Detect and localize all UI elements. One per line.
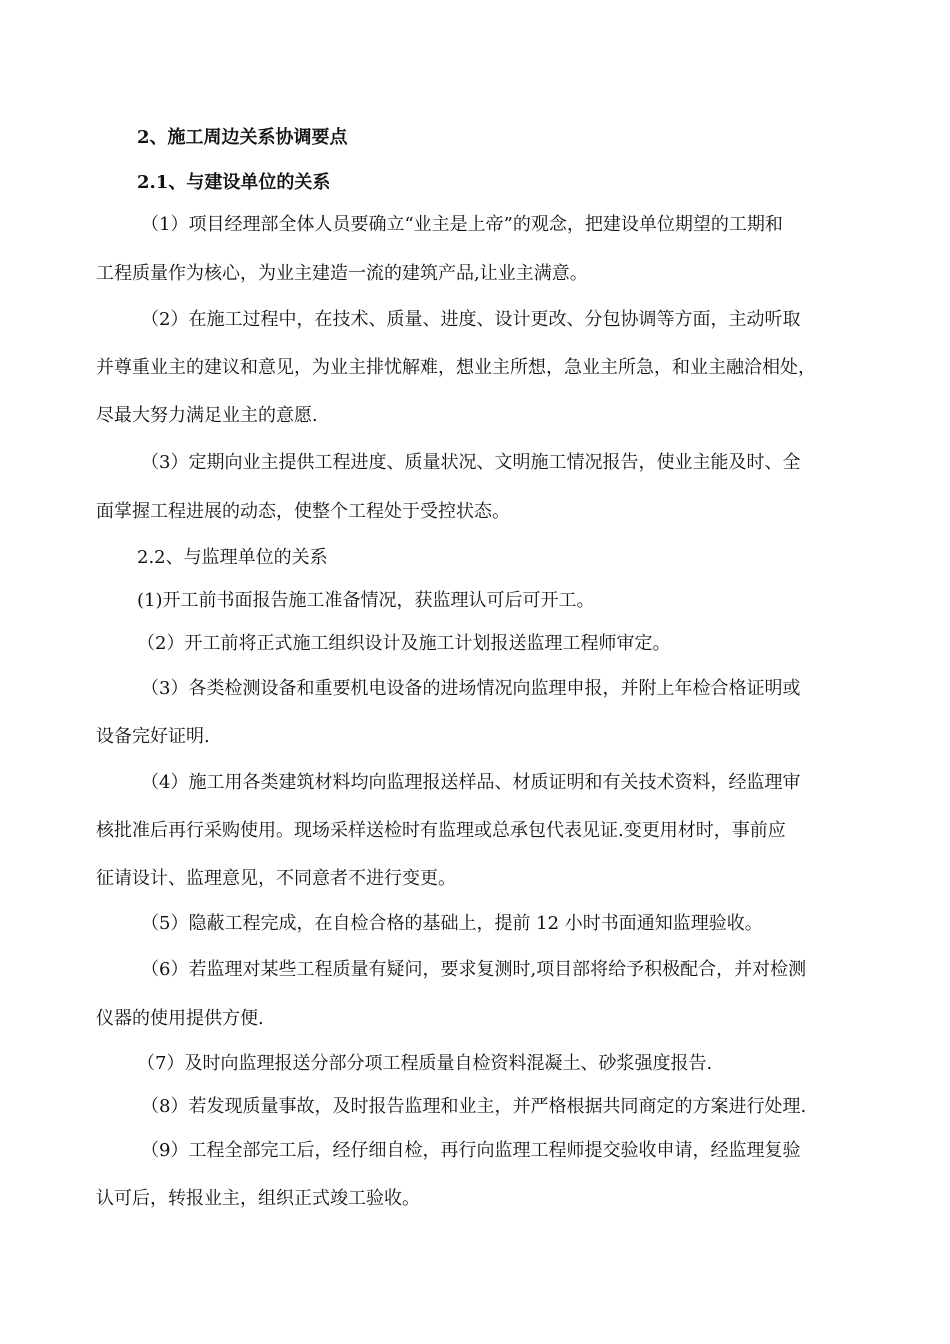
- subsection-heading-supervisor: 2.2、与监理单位的关系: [137, 547, 328, 568]
- paragraph-line: 工程质量作为核心，为业主建造一流的建筑产品,让业主满意。: [96, 263, 588, 284]
- list-item: 征请设计、监理意见，不同意者不进行变更。: [96, 868, 456, 889]
- paragraph-line: （1）项目经理部全体人员要确立“业主是上帝”的观念，把建设单位期望的工期和: [141, 214, 783, 235]
- list-item: 核批准后再行采购使用。现场采样送检时有监理或总承包代表见证.变更用材时，事前应: [96, 820, 786, 841]
- list-item: （5）隐蔽工程完成，在自检合格的基础上，提前 12 小时书面通知监理验收。: [141, 913, 763, 934]
- list-item: 设备完好证明.: [96, 726, 210, 747]
- list-item: (1)开工前书面报告施工准备情况，获监理认可后可开工。: [137, 590, 595, 611]
- section-heading: 2、施工周边关系协调要点: [137, 127, 348, 148]
- list-item: （4）施工用各类建筑材料均向监理报送样品、材质证明和有关技术资料，经监理审: [141, 772, 801, 793]
- list-item: （7）及时向监理报送分部分项工程质量自检资料混凝土、砂浆强度报告.: [137, 1053, 713, 1074]
- list-item: （2）开工前将正式施工组织设计及施工计划报送监理工程师审定。: [137, 633, 671, 654]
- paragraph-line: 面掌握工程进展的动态，使整个工程处于受控状态。: [96, 501, 510, 522]
- list-item: （6）若监理对某些工程质量有疑问，要求复测时,项目部将给予积极配合，并对检测: [141, 959, 807, 980]
- paragraph-line: 尽最大努力满足业主的意愿.: [96, 405, 318, 426]
- list-item: （8）若发现质量事故，及时报告监理和业主，并严格根据共同商定的方案进行处理.: [141, 1096, 807, 1117]
- subsection-heading-owner: 2.1、与建设单位的关系: [137, 172, 331, 193]
- list-item: 仪器的使用提供方便.: [96, 1008, 264, 1029]
- paragraph-line: 并尊重业主的建议和意见，为业主排忧解难，想业主所想，急业主所急，和业主融洽相处，: [96, 357, 816, 378]
- list-item: 认可后，转报业主，组织正式竣工验收。: [96, 1188, 420, 1209]
- paragraph-line: （3）定期向业主提供工程进度、质量状况、文明施工情况报告，使业主能及时、全: [141, 452, 801, 473]
- paragraph-line: （2）在施工过程中，在技术、质量、进度、设计更改、分包协调等方面，主动听取: [141, 309, 801, 330]
- list-item: （3）各类检测设备和重要机电设备的进场情况向监理申报，并附上年检合格证明或: [141, 678, 801, 699]
- list-item: （9）工程全部完工后，经仔细自检，再行向监理工程师提交验收申请，经监理复验: [141, 1140, 801, 1161]
